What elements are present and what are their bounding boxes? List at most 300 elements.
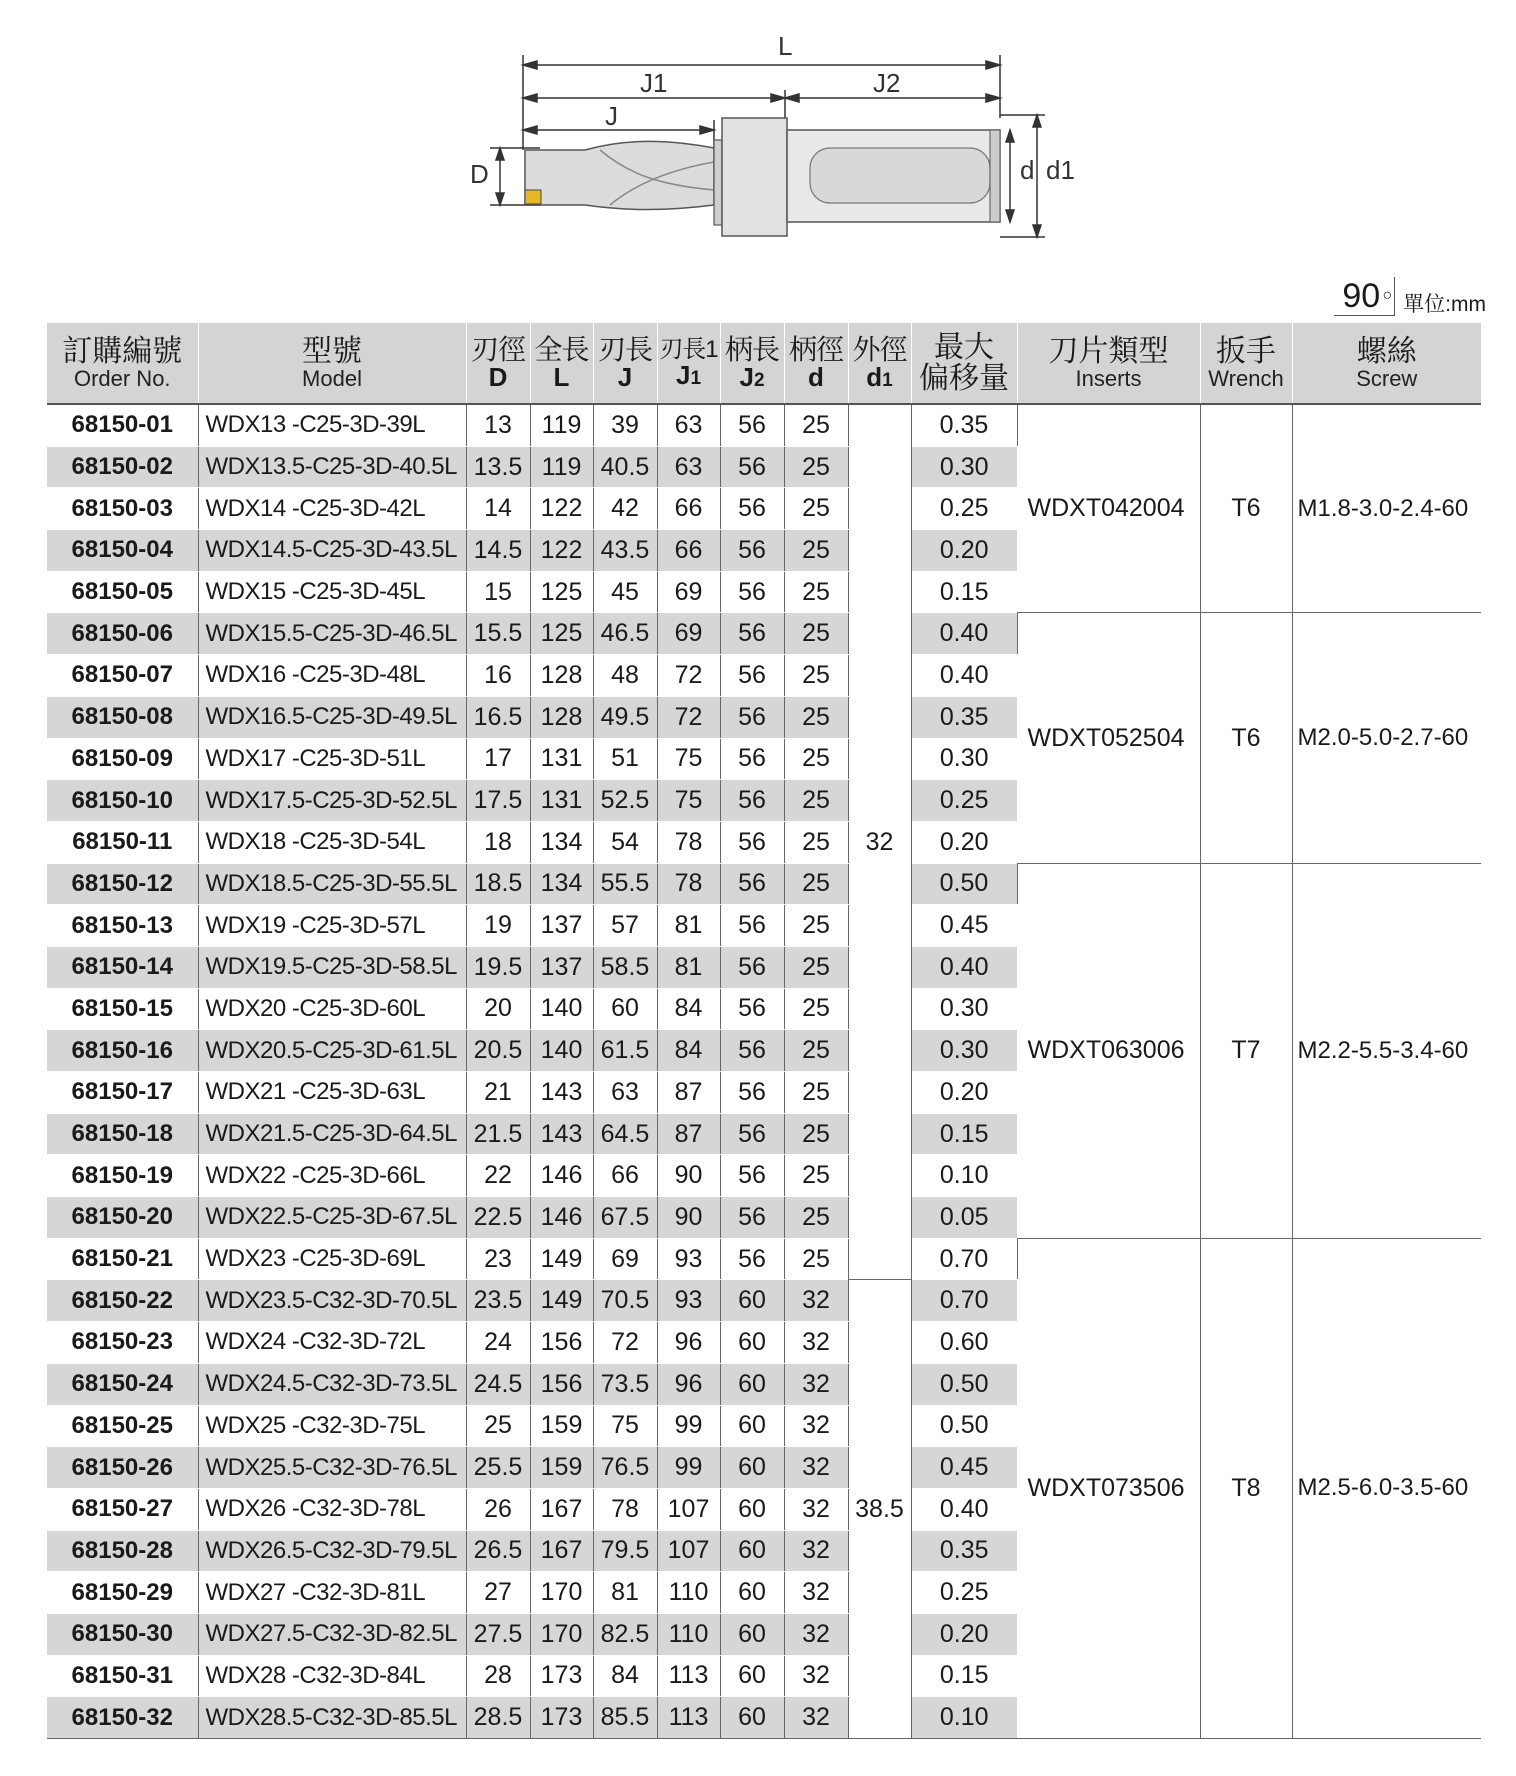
cell-shank-diameter-d: 25	[784, 1197, 848, 1239]
header-zh: 全長	[534, 333, 589, 365]
cell-max-offset: 0.35	[911, 696, 1017, 738]
unit-text: 單位:mm	[1403, 293, 1486, 316]
cell-model: WDX24.5-C32-3D-73.5L	[198, 1363, 466, 1405]
cell-order-no: 68150-30	[47, 1613, 198, 1655]
cell-length-L: 170	[530, 1572, 593, 1614]
cell-wrench: T6	[1200, 613, 1292, 863]
header-symbol: d	[866, 362, 883, 393]
cell-shank-length-J2: 60	[720, 1363, 784, 1405]
cell-order-no: 68150-14	[47, 946, 198, 988]
table-header	[47, 323, 1481, 404]
cell-diameter-D: 13	[466, 404, 530, 446]
cell-length-L: 128	[530, 655, 593, 697]
cell-length-J1: 107	[657, 1530, 720, 1572]
header-en: Order No.	[73, 366, 171, 392]
cell-flute-length-J: 63	[593, 1072, 657, 1114]
cell-model: WDX21.5-C25-3D-64.5L	[198, 1113, 466, 1155]
cell-length-L: 137	[530, 905, 593, 947]
header-zh: 型號	[302, 334, 362, 368]
header-J2	[720, 323, 784, 404]
cell-length-L: 167	[530, 1530, 593, 1572]
table-row	[47, 613, 1481, 655]
cell-max-offset: 0.30	[911, 738, 1017, 780]
cell-order-no: 68150-21	[47, 1238, 198, 1280]
cell-max-offset: 0.10	[911, 1697, 1017, 1739]
cell-length-J1: 87	[657, 1113, 720, 1155]
cell-flute-length-J: 67.5	[593, 1197, 657, 1239]
cell-diameter-D: 20.5	[466, 1030, 530, 1072]
cell-shank-diameter-d: 25	[784, 988, 848, 1030]
cell-order-no: 68150-24	[47, 1363, 198, 1405]
cell-diameter-D: 17	[466, 738, 530, 780]
cell-outer-diameter-d1: 38.5	[848, 1280, 911, 1739]
cell-shank-length-J2: 56	[720, 446, 784, 488]
cell-shank-length-J2: 60	[720, 1530, 784, 1572]
cell-length-L: 156	[530, 1363, 593, 1405]
cell-shank-length-J2: 56	[720, 988, 784, 1030]
cell-flute-length-J: 66	[593, 1155, 657, 1197]
cell-length-J1: 110	[657, 1613, 720, 1655]
cell-order-no: 68150-04	[47, 530, 198, 572]
cell-order-no: 68150-19	[47, 1155, 198, 1197]
cell-max-offset: 0.15	[911, 1113, 1017, 1155]
cell-model: WDX27 -C32-3D-81L	[198, 1572, 466, 1614]
cell-diameter-D: 22.5	[466, 1197, 530, 1239]
header-wrench	[1200, 323, 1292, 404]
cell-insert-type: WDXT042004	[1017, 404, 1200, 613]
cell-length-L: 134	[530, 821, 593, 863]
cell-shank-length-J2: 60	[720, 1280, 784, 1322]
cell-shank-length-J2: 56	[720, 488, 784, 530]
cell-model: WDX24 -C32-3D-72L	[198, 1322, 466, 1364]
cell-length-L: 122	[530, 488, 593, 530]
cell-flute-length-J: 69	[593, 1238, 657, 1280]
cell-max-offset: 0.60	[911, 1322, 1017, 1364]
product-spec-table	[47, 323, 1481, 1739]
cell-length-L: 131	[530, 780, 593, 822]
cell-shank-length-J2: 56	[720, 1113, 784, 1155]
cell-order-no: 68150-07	[47, 655, 198, 697]
cell-length-L: 156	[530, 1322, 593, 1364]
cell-wrench: T6	[1200, 404, 1292, 613]
cell-flute-length-J: 40.5	[593, 446, 657, 488]
header-d	[784, 323, 848, 404]
header-symbol: d	[808, 362, 824, 393]
cell-length-L: 146	[530, 1155, 593, 1197]
cell-order-no: 68150-27	[47, 1488, 198, 1530]
label-L: L	[778, 31, 793, 61]
table-body	[47, 404, 1481, 1739]
cell-order-no: 68150-11	[47, 821, 198, 863]
cell-diameter-D: 13.5	[466, 446, 530, 488]
cell-flute-length-J: 43.5	[593, 530, 657, 572]
header-symbol: J	[739, 362, 754, 393]
cell-length-J1: 75	[657, 738, 720, 780]
header-en: Inserts	[1075, 366, 1142, 392]
unit-indicator	[1334, 276, 1486, 316]
cell-length-L: 143	[530, 1072, 593, 1114]
cell-diameter-D: 23	[466, 1238, 530, 1280]
cell-shank-diameter-d: 25	[784, 738, 848, 780]
header-screw	[1292, 323, 1481, 404]
cell-shank-diameter-d: 32	[784, 1322, 848, 1364]
cell-shank-length-J2: 56	[720, 1155, 784, 1197]
cell-diameter-D: 24	[466, 1322, 530, 1364]
cell-model: WDX19.5-C25-3D-58.5L	[198, 946, 466, 988]
point-angle-value: 90	[1342, 277, 1381, 315]
header-symbol: D	[488, 362, 508, 393]
cell-wrench: T8	[1200, 1238, 1292, 1738]
cell-length-J1: 66	[657, 488, 720, 530]
cell-shank-diameter-d: 25	[784, 905, 848, 947]
cell-model: WDX17 -C25-3D-51L	[198, 738, 466, 780]
cell-length-L: 143	[530, 1113, 593, 1155]
cell-order-no: 68150-02	[47, 446, 198, 488]
header-zh: 刃長	[597, 333, 652, 365]
cell-max-offset: 0.45	[911, 905, 1017, 947]
cell-flute-length-J: 82.5	[593, 1613, 657, 1655]
cell-diameter-D: 20	[466, 988, 530, 1030]
header-symbol: L	[553, 362, 570, 393]
cell-flute-length-J: 51	[593, 738, 657, 780]
header-subscript: 1	[690, 367, 702, 389]
cell-model: WDX26.5-C32-3D-79.5L	[198, 1530, 466, 1572]
cell-length-L: 159	[530, 1405, 593, 1447]
cell-length-L: 128	[530, 696, 593, 738]
cell-diameter-D: 24.5	[466, 1363, 530, 1405]
cell-diameter-D: 25	[466, 1405, 530, 1447]
cell-model: WDX21 -C25-3D-63L	[198, 1072, 466, 1114]
cell-model: WDX16 -C25-3D-48L	[198, 655, 466, 697]
cell-length-L: 149	[530, 1238, 593, 1280]
degree-icon: ○	[1382, 287, 1393, 304]
cell-model: WDX14 -C25-3D-42L	[198, 488, 466, 530]
cell-max-offset: 0.15	[911, 1655, 1017, 1697]
cell-shank-length-J2: 56	[720, 613, 784, 655]
cell-flute-length-J: 58.5	[593, 946, 657, 988]
cell-order-no: 68150-16	[47, 1030, 198, 1072]
cell-flute-length-J: 70.5	[593, 1280, 657, 1322]
cell-max-offset: 0.25	[911, 780, 1017, 822]
cell-shank-diameter-d: 32	[784, 1655, 848, 1697]
cell-length-J1: 110	[657, 1572, 720, 1614]
drill-body	[525, 118, 1000, 236]
cell-diameter-D: 18.5	[466, 863, 530, 905]
cell-screw: M2.2-5.5-3.4-60	[1292, 863, 1481, 1238]
cell-shank-length-J2: 56	[720, 905, 784, 947]
cell-max-offset: 0.30	[911, 446, 1017, 488]
cell-length-J1: 93	[657, 1280, 720, 1322]
cell-model: WDX14.5-C25-3D-43.5L	[198, 530, 466, 572]
cell-shank-diameter-d: 32	[784, 1697, 848, 1739]
cell-order-no: 68150-06	[47, 613, 198, 655]
header-zh: 扳手	[1216, 334, 1276, 368]
cell-order-no: 68150-12	[47, 863, 198, 905]
cell-diameter-D: 16	[466, 655, 530, 697]
cell-diameter-D: 21	[466, 1072, 530, 1114]
cell-shank-length-J2: 56	[720, 738, 784, 780]
cell-order-no: 68150-18	[47, 1113, 198, 1155]
cell-diameter-D: 28.5	[466, 1697, 530, 1739]
cell-order-no: 68150-29	[47, 1572, 198, 1614]
cell-shank-diameter-d: 32	[784, 1280, 848, 1322]
label-J2: J2	[873, 68, 901, 98]
cell-shank-length-J2: 60	[720, 1613, 784, 1655]
cell-flute-length-J: 57	[593, 905, 657, 947]
cell-length-L: 137	[530, 946, 593, 988]
cell-length-J1: 72	[657, 696, 720, 738]
header-L	[530, 323, 593, 404]
cell-max-offset: 0.40	[911, 655, 1017, 697]
label-d: d	[1020, 155, 1035, 185]
cell-shank-diameter-d: 25	[784, 780, 848, 822]
cell-screw: M2.5-6.0-3.5-60	[1292, 1238, 1481, 1738]
cell-order-no: 68150-10	[47, 780, 198, 822]
cell-diameter-D: 14	[466, 488, 530, 530]
point-angle	[1334, 277, 1395, 316]
header-zh: 螺絲	[1356, 334, 1417, 368]
cell-length-J1: 75	[657, 780, 720, 822]
cell-length-J1: 81	[657, 905, 720, 947]
cell-max-offset: 0.45	[911, 1447, 1017, 1489]
header-en: Wrench	[1208, 366, 1284, 392]
cell-outer-diameter-d1: 32	[848, 404, 911, 1280]
cell-length-J1: 99	[657, 1405, 720, 1447]
cell-flute-length-J: 49.5	[593, 696, 657, 738]
cell-model: WDX16.5-C25-3D-49.5L	[198, 696, 466, 738]
cell-diameter-D: 27	[466, 1572, 530, 1614]
cell-max-offset: 0.30	[911, 988, 1017, 1030]
cell-length-J1: 96	[657, 1363, 720, 1405]
header-J	[593, 323, 657, 404]
cell-shank-length-J2: 60	[720, 1322, 784, 1364]
cell-length-J1: 90	[657, 1155, 720, 1197]
cell-length-J1: 90	[657, 1197, 720, 1239]
cell-model: WDX25.5-C32-3D-76.5L	[198, 1447, 466, 1489]
cell-diameter-D: 23.5	[466, 1280, 530, 1322]
cell-length-L: 122	[530, 530, 593, 572]
cell-max-offset: 0.50	[911, 1363, 1017, 1405]
cell-length-J1: 96	[657, 1322, 720, 1364]
cell-length-J1: 63	[657, 446, 720, 488]
cell-shank-diameter-d: 32	[784, 1447, 848, 1489]
cell-shank-diameter-d: 25	[784, 613, 848, 655]
header-zh: 刃長1	[659, 335, 718, 363]
cell-shank-diameter-d: 25	[784, 1113, 848, 1155]
cell-length-L: 159	[530, 1447, 593, 1489]
cell-order-no: 68150-23	[47, 1322, 198, 1364]
cell-screw: M1.8-3.0-2.4-60	[1292, 404, 1481, 613]
cell-diameter-D: 28	[466, 1655, 530, 1697]
cell-order-no: 68150-13	[47, 905, 198, 947]
cell-length-L: 173	[530, 1655, 593, 1697]
cell-length-L: 134	[530, 863, 593, 905]
cell-shank-length-J2: 56	[720, 946, 784, 988]
cell-insert-type: WDXT073506	[1017, 1238, 1200, 1738]
cell-length-L: 125	[530, 613, 593, 655]
cell-order-no: 68150-15	[47, 988, 198, 1030]
cell-length-J1: 87	[657, 1072, 720, 1114]
cell-model: WDX23 -C25-3D-69L	[198, 1238, 466, 1280]
cell-length-J1: 84	[657, 1030, 720, 1072]
cell-shank-diameter-d: 32	[784, 1488, 848, 1530]
cell-insert-type: WDXT052504	[1017, 613, 1200, 863]
cell-shank-diameter-d: 25	[784, 1072, 848, 1114]
cell-length-L: 119	[530, 404, 593, 446]
cell-order-no: 68150-22	[47, 1280, 198, 1322]
cell-diameter-D: 25.5	[466, 1447, 530, 1489]
cell-diameter-D: 17.5	[466, 780, 530, 822]
cell-order-no: 68150-05	[47, 571, 198, 613]
header-d1	[848, 323, 911, 404]
cell-length-J1: 69	[657, 613, 720, 655]
cell-shank-diameter-d: 25	[784, 696, 848, 738]
cell-diameter-D: 15.5	[466, 613, 530, 655]
cell-model: WDX13 -C25-3D-39L	[198, 404, 466, 446]
cell-diameter-D: 22	[466, 1155, 530, 1197]
header-symbol: J	[675, 359, 691, 390]
cell-max-offset: 0.25	[911, 488, 1017, 530]
table-row	[47, 863, 1481, 905]
cell-diameter-D: 19.5	[466, 946, 530, 988]
header-zh: 外徑	[852, 333, 907, 365]
cell-max-offset: 0.25	[911, 1572, 1017, 1614]
cell-insert-type: WDXT063006	[1017, 863, 1200, 1238]
cell-max-offset: 0.40	[911, 1488, 1017, 1530]
cell-max-offset: 0.05	[911, 1197, 1017, 1239]
cell-model: WDX27.5-C32-3D-82.5L	[198, 1613, 466, 1655]
cell-max-offset: 0.10	[911, 1155, 1017, 1197]
cell-shank-length-J2: 56	[720, 404, 784, 446]
cell-screw: M2.0-5.0-2.7-60	[1292, 613, 1481, 863]
cell-flute-length-J: 45	[593, 571, 657, 613]
cell-diameter-D: 14.5	[466, 530, 530, 572]
cell-shank-length-J2: 56	[720, 530, 784, 572]
cell-max-offset: 0.40	[911, 613, 1017, 655]
cell-shank-diameter-d: 25	[784, 655, 848, 697]
cell-max-offset: 0.50	[911, 863, 1017, 905]
cell-shank-diameter-d: 25	[784, 1155, 848, 1197]
cell-shank-diameter-d: 25	[784, 821, 848, 863]
cell-model: WDX28 -C32-3D-84L	[198, 1655, 466, 1697]
cell-diameter-D: 19	[466, 905, 530, 947]
cell-diameter-D: 18	[466, 821, 530, 863]
cell-length-L: 146	[530, 1197, 593, 1239]
cell-diameter-D: 16.5	[466, 696, 530, 738]
header-zh: 柄長	[724, 333, 779, 365]
cell-shank-diameter-d: 32	[784, 1363, 848, 1405]
cell-diameter-D: 21.5	[466, 1113, 530, 1155]
cell-max-offset: 0.70	[911, 1280, 1017, 1322]
cell-order-no: 68150-08	[47, 696, 198, 738]
cell-flute-length-J: 52.5	[593, 780, 657, 822]
cell-shank-diameter-d: 25	[784, 404, 848, 446]
label-D: D	[470, 159, 489, 189]
cell-shank-length-J2: 60	[720, 1447, 784, 1489]
cell-order-no: 68150-25	[47, 1405, 198, 1447]
cell-length-L: 140	[530, 988, 593, 1030]
cell-shank-length-J2: 56	[720, 1197, 784, 1239]
drill-dimension-diagram	[0, 0, 1516, 250]
cell-max-offset: 0.15	[911, 571, 1017, 613]
cell-length-J1: 66	[657, 530, 720, 572]
cell-shank-diameter-d: 32	[784, 1405, 848, 1447]
cell-model: WDX13.5-C25-3D-40.5L	[198, 446, 466, 488]
header-zh: 刀片類型	[1048, 334, 1169, 368]
cell-shank-length-J2: 60	[720, 1572, 784, 1614]
cell-shank-length-J2: 60	[720, 1488, 784, 1530]
cell-shank-diameter-d: 25	[784, 1030, 848, 1072]
cell-model: WDX22 -C25-3D-66L	[198, 1155, 466, 1197]
cell-order-no: 68150-20	[47, 1197, 198, 1239]
cell-length-J1: 81	[657, 946, 720, 988]
cell-flute-length-J: 60	[593, 988, 657, 1030]
cell-model: WDX23.5-C32-3D-70.5L	[198, 1280, 466, 1322]
cell-length-J1: 72	[657, 655, 720, 697]
header-order-no	[47, 323, 198, 404]
cell-shank-length-J2: 56	[720, 655, 784, 697]
cell-flute-length-J: 81	[593, 1572, 657, 1614]
cell-order-no: 68150-32	[47, 1697, 198, 1739]
cell-shank-length-J2: 56	[720, 1072, 784, 1114]
header-J1	[657, 323, 720, 404]
header-model	[198, 323, 466, 404]
cell-order-no: 68150-17	[47, 1072, 198, 1114]
cell-length-J1: 113	[657, 1655, 720, 1697]
cell-model: WDX25 -C32-3D-75L	[198, 1405, 466, 1447]
cell-shank-length-J2: 56	[720, 821, 784, 863]
cell-flute-length-J: 73.5	[593, 1363, 657, 1405]
cell-flute-length-J: 84	[593, 1655, 657, 1697]
cell-flute-length-J: 55.5	[593, 863, 657, 905]
cell-shank-length-J2: 56	[720, 780, 784, 822]
cell-shank-length-J2: 56	[720, 1030, 784, 1072]
cell-model: WDX20 -C25-3D-60L	[198, 988, 466, 1030]
cell-shank-length-J2: 60	[720, 1697, 784, 1739]
label-d1: d1	[1046, 155, 1075, 185]
cell-max-offset: 0.35	[911, 1530, 1017, 1572]
cell-length-L: 173	[530, 1697, 593, 1739]
cell-shank-diameter-d: 32	[784, 1572, 848, 1614]
cell-max-offset: 0.40	[911, 946, 1017, 988]
cell-length-J1: 63	[657, 404, 720, 446]
cell-flute-length-J: 85.5	[593, 1697, 657, 1739]
cell-max-offset: 0.30	[911, 1030, 1017, 1072]
header-en: Screw	[1356, 366, 1418, 392]
cell-shank-diameter-d: 25	[784, 946, 848, 988]
cell-flute-length-J: 76.5	[593, 1447, 657, 1489]
cell-shank-diameter-d: 32	[784, 1613, 848, 1655]
dimension-J1-J2	[523, 90, 1000, 118]
cell-order-no: 68150-28	[47, 1530, 198, 1572]
cell-diameter-D: 26.5	[466, 1530, 530, 1572]
cell-shank-length-J2: 60	[720, 1655, 784, 1697]
cell-flute-length-J: 78	[593, 1488, 657, 1530]
cell-diameter-D: 27.5	[466, 1613, 530, 1655]
cell-shank-diameter-d: 25	[784, 488, 848, 530]
cell-length-J1: 69	[657, 571, 720, 613]
cell-shank-diameter-d: 25	[784, 446, 848, 488]
label-J1: J1	[640, 68, 668, 98]
cell-model: WDX15.5-C25-3D-46.5L	[198, 613, 466, 655]
cell-length-J1: 113	[657, 1697, 720, 1739]
cell-length-J1: 93	[657, 1238, 720, 1280]
header-D	[466, 323, 530, 404]
cell-order-no: 68150-26	[47, 1447, 198, 1489]
cell-length-L: 149	[530, 1280, 593, 1322]
cell-order-no: 68150-03	[47, 488, 198, 530]
cell-shank-length-J2: 56	[720, 1238, 784, 1280]
